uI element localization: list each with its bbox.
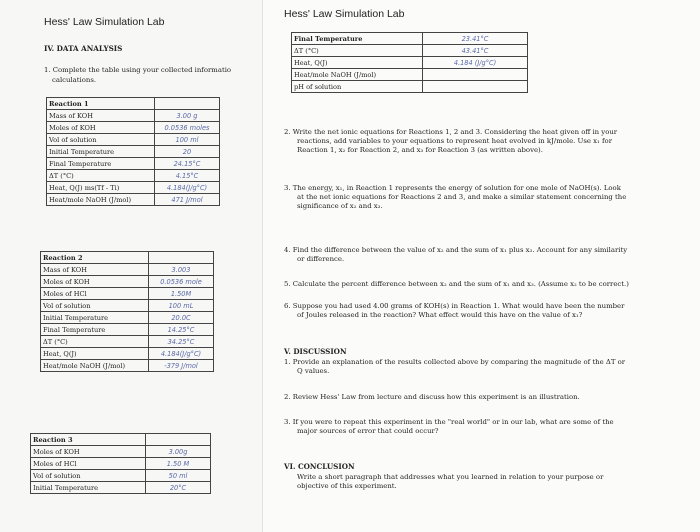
table-row: Heat, Q(J) ms(Tf - Ti) 4.184(J/g°C) xyxy=(47,182,220,194)
table-row: Initial Temperature 20°C xyxy=(31,482,211,494)
reaction-3-continued-table xyxy=(291,32,528,93)
table-row: Moles of KOH 3.00g xyxy=(31,446,211,458)
table-row: ΔT (°C) 34.25°C xyxy=(41,336,214,348)
table-row: Vol of solution 50 ml xyxy=(31,470,211,482)
data-analysis-heading: IV. DATA ANALYSIS xyxy=(44,44,123,53)
table-row: Heat, Q(J) 4.184(J/g°C) xyxy=(41,348,214,360)
discussion-item-3: 3. If you were to repeat this experiment in the "real world" or in our lab, what are some of the major sources of error that could occur? xyxy=(284,418,614,435)
reaction-1-table xyxy=(46,97,220,206)
table-row: Moles of HCl 1.50 M xyxy=(31,458,211,470)
table-row: Heat/mole NaOH (J/mol) -379 J/mol xyxy=(41,360,214,372)
question-1-line-1: 1. Complete the table using your collected informatio xyxy=(44,66,232,74)
question-3: 3. The energy, x₁, in Reaction 1 represents the energy of solution for one mole of NaOH(s). Look at the net ionic equations for Reactions 2 and 3, and make a similar statement concerning the significance of x₂ and x₃. xyxy=(284,184,627,210)
table-row: Initial Temperature 20.0C xyxy=(41,312,214,324)
question-2: 2. Write the net ionic equations for Reactions 1, 2 and 3. Considering the heat given off in your reactions, add variables to your equations to represent heat evolved in kJ/mole. Use x₁ for Reaction 1, x₂ for Reaction 2, and x₃ for Reaction 3 (as written above). xyxy=(284,128,618,154)
conclusion-text: Write a short paragraph that addresses what you learned in relation to your purpose or objective of this experiment. xyxy=(297,473,604,490)
table-row: pH of solution xyxy=(292,81,528,93)
right-page-title: Hess' Law Simulation Lab xyxy=(284,8,405,20)
table-row: Final Temperature 23.41°C xyxy=(292,33,528,45)
table-row: Final Temperature 24.15°C xyxy=(47,158,220,170)
table-row: ΔT (°C) 43.41°C xyxy=(292,45,528,57)
discussion-item-2: 2. Review Hess' Law from lecture and discuss how this experiment is an illustration. xyxy=(284,393,580,401)
question-5: 5. Calculate the percent difference between x₂ and the sum of x₁ and x₃. (Assume x₂ to be correct.) xyxy=(284,280,629,288)
table-row: Mass of KOH 3.00 g xyxy=(47,110,220,122)
reaction-2-table xyxy=(40,251,214,372)
question-4: 4. Find the difference between the value of x₂ and the sum of x₁ plus x₃. Account for any similarity or difference. xyxy=(284,246,628,263)
table-row: Vol of solution 100 mL xyxy=(41,300,214,312)
reaction-2-header: Reaction 2 xyxy=(41,252,149,264)
table-row: Mass of KOH 3.003 xyxy=(41,264,214,276)
table-row: Vol of solution 100 ml xyxy=(47,134,220,146)
table-row: Heat, Q(J) 4.184 (J/g°C) xyxy=(292,57,528,69)
reaction-1-header: Reaction 1 xyxy=(47,98,155,110)
table-row: Moles of KOH 0.0536 mole xyxy=(41,276,214,288)
table-row: Final Temperature 14.25°C xyxy=(41,324,214,336)
question-1-line-2: calculations. xyxy=(52,76,97,84)
table-row: Moles of HCl 1.50M xyxy=(41,288,214,300)
table-row: Initial Temperature 20 xyxy=(47,146,220,158)
discussion-heading: V. DISCUSSION xyxy=(284,347,347,356)
right-page xyxy=(263,0,700,532)
question-6: 6. Suppose you had used 4.00 grams of KOH(s) in Reaction 1. What would have been the number of Joules released in the reaction? What effect would this have on the value of x₁? xyxy=(284,302,625,319)
table-row: Heat/mole NaOH (J/mol) xyxy=(292,69,528,81)
conclusion-heading: VI. CONCLUSION xyxy=(284,462,355,471)
table-row: Heat/mole NaOH (J/mol) 471 J/mol xyxy=(47,194,220,206)
reaction-3-table xyxy=(30,433,211,494)
table-row: Moles of KOH 0.0536 moles xyxy=(47,122,220,134)
left-page-title: Hess' Law Simulation Lab xyxy=(44,16,165,28)
left-page xyxy=(0,0,263,532)
reaction-3-header: Reaction 3 xyxy=(31,434,146,446)
discussion-item-1: 1. Provide an explanation of the results collected above by comparing the magnitude of the ΔT or Q values. xyxy=(284,358,626,375)
table-row: ΔT (°C) 4.15°C xyxy=(47,170,220,182)
